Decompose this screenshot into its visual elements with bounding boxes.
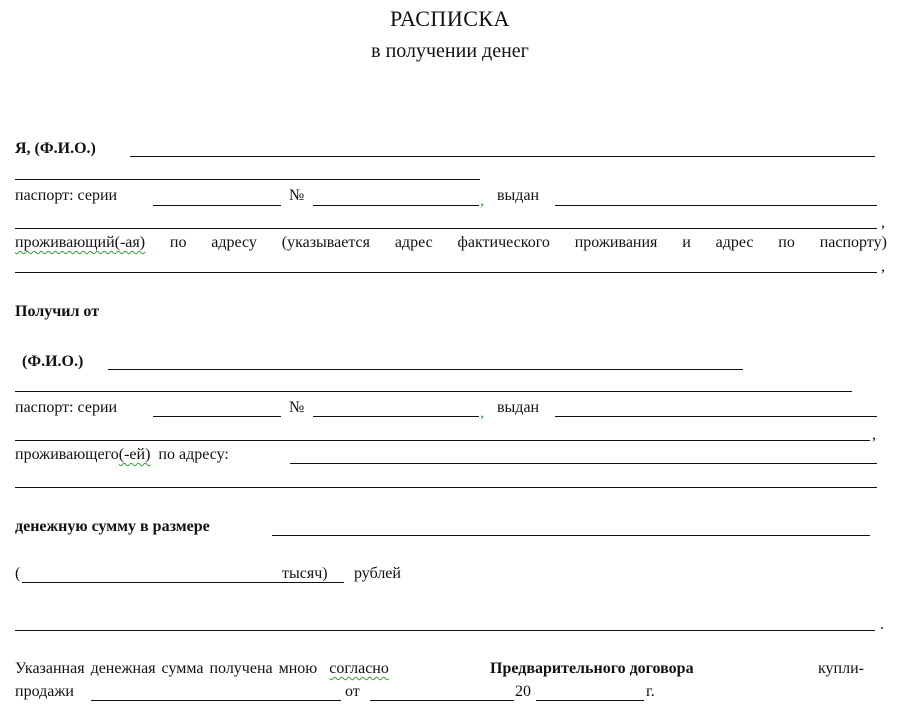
- payer-address-suffix: (-ей): [118, 446, 151, 463]
- address-word: адрес: [715, 234, 754, 251]
- address-word: по: [169, 234, 187, 251]
- payer-passport-number-line[interactable]: [313, 416, 479, 417]
- document-subtitle: в получении денег: [371, 40, 529, 62]
- payer-issued-line[interactable]: [555, 416, 877, 417]
- recipient-fio-label: Я, (Ф.И.О.): [15, 140, 96, 157]
- footer-sentence: [15, 660, 389, 678]
- recipient-comma-2: ,: [881, 258, 885, 275]
- amount-extra-line[interactable]: [15, 630, 875, 631]
- recipient-issued-line[interactable]: [555, 205, 877, 206]
- payer-comma-mark: ,: [480, 404, 484, 421]
- payer-address-line-2[interactable]: [15, 487, 877, 488]
- payer-address-word: проживающего: [15, 446, 119, 463]
- recipient-issued-line-2[interactable]: [15, 228, 877, 229]
- amount-open-paren: (: [15, 565, 21, 582]
- payer-heading: Получил от: [15, 303, 100, 320]
- payer-number-label: №: [289, 399, 305, 416]
- address-word: адресу: [211, 234, 257, 251]
- footer-year-line[interactable]: [536, 700, 644, 701]
- address-word: фактического: [457, 234, 550, 251]
- amount-rubles-label: рублей: [354, 565, 401, 582]
- payer-fio-line-2[interactable]: [15, 391, 852, 392]
- amount-period: .: [880, 616, 884, 633]
- recipient-address-label: [15, 234, 887, 252]
- footer-year-suffix: г.: [646, 683, 655, 700]
- payer-address-line[interactable]: [290, 463, 877, 464]
- recipient-address-line[interactable]: [15, 272, 877, 273]
- footer-year-prefix: 20: [515, 683, 531, 700]
- recipient-comma-mark: ,: [480, 192, 484, 209]
- address-word: (указывается: [281, 234, 370, 251]
- payer-passport-label: паспорт: серии: [15, 399, 118, 416]
- amount-thousands-label: тысяч): [282, 565, 328, 582]
- recipient-fio-line-2[interactable]: [15, 179, 480, 180]
- footer-agreed-word: согласно: [329, 660, 389, 677]
- payer-fio-label: (Ф.И.О.): [22, 353, 84, 370]
- payer-comma: ,: [872, 426, 876, 443]
- recipient-number-label: №: [289, 187, 305, 204]
- payer-address-label: [15, 446, 229, 464]
- footer-contract-label: Предварительного договора: [490, 660, 694, 677]
- amount-label: денежную сумму в размере: [15, 518, 210, 535]
- address-word: и: [682, 234, 691, 251]
- document-title: РАСПИСКА: [390, 6, 510, 31]
- footer-sentence-start: Указанная денежная сумма получена мною: [15, 660, 318, 677]
- footer-purchase-word: купли-: [818, 660, 864, 677]
- address-word: по: [778, 234, 795, 251]
- payer-issued-line-2[interactable]: [15, 440, 870, 441]
- recipient-passport-series-line[interactable]: [153, 205, 281, 206]
- address-word: проживания: [574, 234, 658, 251]
- address-word: адрес: [394, 234, 433, 251]
- recipient-issued-label: выдан: [497, 187, 540, 204]
- amount-line[interactable]: [272, 535, 870, 536]
- footer-date-line[interactable]: [370, 700, 514, 701]
- payer-issued-label: выдан: [497, 399, 540, 416]
- footer-from-label: от: [345, 683, 360, 700]
- recipient-comma: ,: [881, 214, 885, 231]
- payer-fio-line[interactable]: [108, 369, 743, 370]
- recipient-passport-number-line[interactable]: [313, 205, 479, 206]
- address-word: проживающий(-ая): [15, 234, 146, 251]
- footer-sale-word: продажи: [15, 683, 74, 700]
- recipient-passport-label: паспорт: серии: [15, 187, 118, 204]
- payer-address-word: по адресу:: [158, 446, 229, 463]
- footer-contract-number-line[interactable]: [91, 700, 341, 701]
- recipient-fio-line[interactable]: [130, 156, 875, 157]
- payer-passport-series-line[interactable]: [153, 416, 281, 417]
- address-word: паспорту): [819, 234, 887, 251]
